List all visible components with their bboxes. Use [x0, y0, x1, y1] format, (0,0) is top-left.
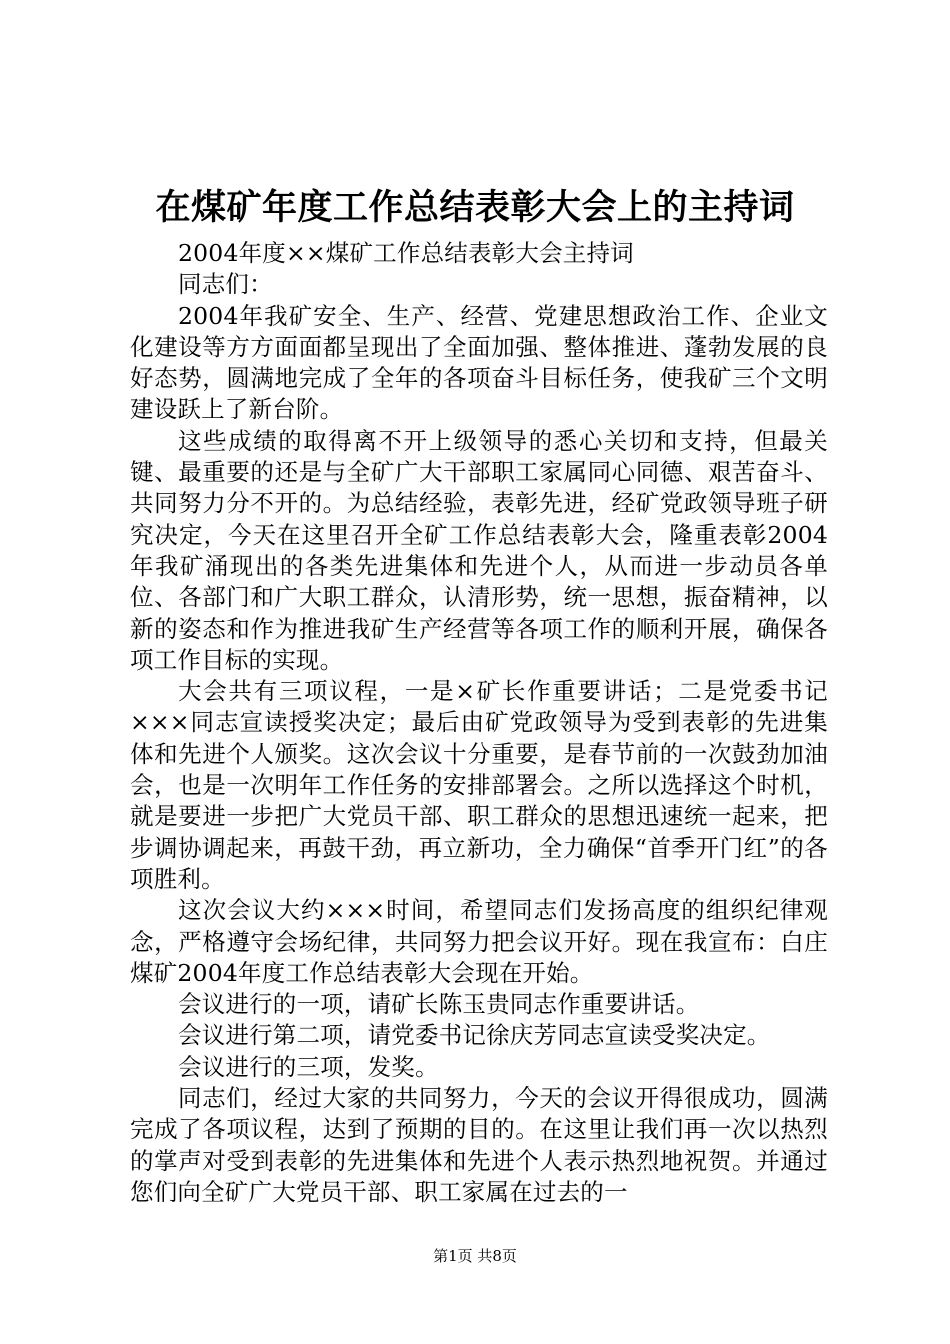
paragraph: 这些成绩的取得离不开上级领导的悉心关切和支持，但最关键、最重要的还是与全矿广大干部职工家属同心同德、艰苦奋斗、共同努力分不开的。为总结经验，表彰先进，经矿党政领导班子研究决定，今天在这里召开全矿工作总结表彰大会，隆重表彰2004年我矿涌现出的各类先进集体和先进个人，从而进一步动员各单位、各部门和广大职工群众，认清形势，统一思想，振奋精神，以新的姿态和作为推进我矿生产经营等各项工作的顺利开展，确保各项工作目标的实现。 — [130, 426, 828, 674]
page-footer: 第1页 共8页 — [433, 1247, 517, 1265]
agenda-item-2: 会议进行第二项，请党委书记徐庆芳同志宣读受奖决定。 — [178, 1021, 771, 1050]
agenda-item-3: 会议进行的三项，发奖。 — [178, 1052, 439, 1081]
document-body — [130, 238, 828, 1208]
document-title: 在煤矿年度工作总结表彰大会上的主持词 — [155, 188, 795, 228]
agenda-item-1: 会议进行的一项，请矿长陈玉贵同志作重要讲话。 — [178, 990, 700, 1019]
paragraph: 2004年我矿安全、生产、经营、党建思想政治工作、企业文化建设等方方面面都呈现出了全面加强、整体推进、蓬勃发展的良好态势，圆满地完成了全年的各项奋斗目标任务，使我矿三个文明建设跃上了新台阶。 — [130, 301, 828, 424]
paragraph: 这次会议大约×××时间，希望同志们发扬高度的组织纪律观念，严格遵守会场纪律，共同努力把会议开好。现在我宣布：白庄煤矿2004年度工作总结表彰大会现在开始。 — [130, 896, 828, 987]
paragraph: 大会共有三项议程，一是×矿长作重要讲话；二是党委书记×××同志宣读授奖决定；最后由矿党政领导为受到表彰的先进集体和先进个人颁奖。这次会议十分重要，是春节前的一次鼓劲加油会，也是一次明年工作任务的安排部署会。之所以选择这个时机，就是要进一步把广大党员干部、职工群众的思想迅速统一起来，把步调协调起来，再鼓干劲，再立新功，全力确保“首季开门红”的各项胜利。 — [130, 677, 828, 893]
subtitle-line: 2004年度××煤矿工作总结表彰大会主持词 — [178, 239, 634, 267]
paragraph: 同志们，经过大家的共同努力，今天的会议开得很成功，圆满完成了各项议程，达到了预期的目的。在这里让我们再一次以热烈的掌声对受到表彰的先进集体和先进个人表示热烈地祝贺。并通过您们向全矿广大党员干部、职工家属在过去的一 — [130, 1084, 828, 1206]
salutation: 同志们： — [178, 270, 273, 299]
